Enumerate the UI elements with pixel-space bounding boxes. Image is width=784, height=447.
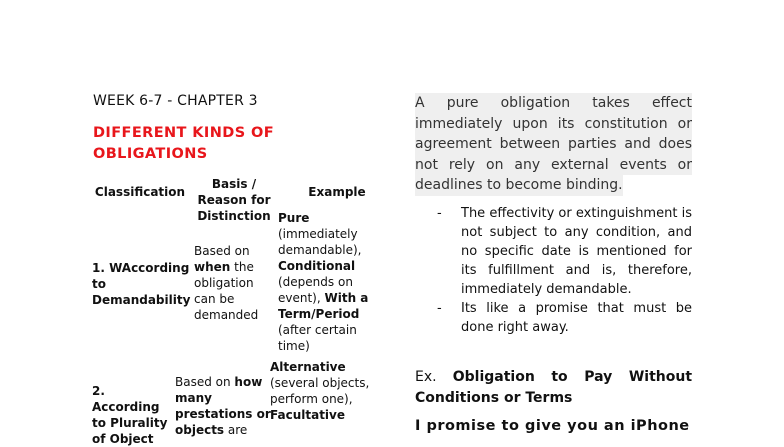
list-item: [437, 299, 692, 337]
example-statement: I promise to give you an iPhone: [415, 418, 690, 434]
bullet-marker: -: [437, 301, 442, 316]
table-header-example: Example: [308, 185, 366, 199]
bullet-text: The effectivity or extinguishment is not subject to any condition, and no specific date is mentioned for its fulfillment and is, therefore, immediately demandable.: [461, 206, 692, 297]
bullet-marker: -: [437, 206, 442, 221]
definition-line: not rely on any external events or: [415, 155, 692, 176]
highlighted-definition: [415, 93, 692, 196]
table-cell-basis: [194, 243, 274, 323]
example-alternative: Alternative: [270, 360, 346, 374]
example-conditional: Conditional: [278, 259, 356, 273]
example-note: (after certain time): [278, 323, 357, 353]
bullet-text: Its like a promise that must be done right away.: [461, 301, 692, 335]
table-header-classification: Classification: [94, 185, 186, 199]
basis-text: are: [224, 423, 248, 437]
table-cell-classification: 1. WAccording to Demandability: [92, 261, 191, 307]
definition-line: agreement between parties and does: [415, 134, 692, 155]
list-item: [437, 204, 692, 299]
definition-line: deadlines to become binding.: [415, 175, 623, 196]
example-note: (immediately demandable),: [278, 227, 362, 257]
basis-emphasis: when: [194, 260, 231, 274]
table-cell-basis: [175, 374, 275, 438]
example-facultative: Facultative: [270, 408, 346, 422]
section-heading: DIFFERENT KINDS OF OBLIGATIONS: [93, 125, 275, 162]
basis-text: Based on: [175, 375, 235, 389]
example-heading: [415, 367, 692, 409]
table-cell-example: [278, 210, 374, 354]
basis-text: the obligation can be demanded: [194, 260, 259, 322]
example-pure: Pure: [278, 211, 310, 225]
example-term: With a Term/Period: [278, 291, 369, 321]
definition-line: immediately upon its constitution or: [415, 114, 692, 135]
table-cell-example: [270, 359, 370, 423]
example-note: (depends on event),: [278, 275, 353, 305]
example-note: (several objects, perform one),: [270, 376, 370, 406]
bullet-list: [437, 204, 692, 337]
basis-text: Based on: [194, 244, 250, 258]
table-cell-classification: 2. According to Plurality of Object: [92, 384, 168, 446]
table-header-basis: Basis / Reason for Distinction: [197, 177, 271, 223]
week-chapter-title: WEEK 6-7 - CHAPTER 3: [93, 93, 258, 109]
example-title: Obligation to Pay Without Conditions or Terms: [415, 369, 693, 406]
basis-emphasis: how many prestations or objects: [175, 375, 271, 437]
example-prefix: Ex.: [415, 369, 453, 385]
definition-line: A pure obligation takes effect: [415, 93, 692, 114]
